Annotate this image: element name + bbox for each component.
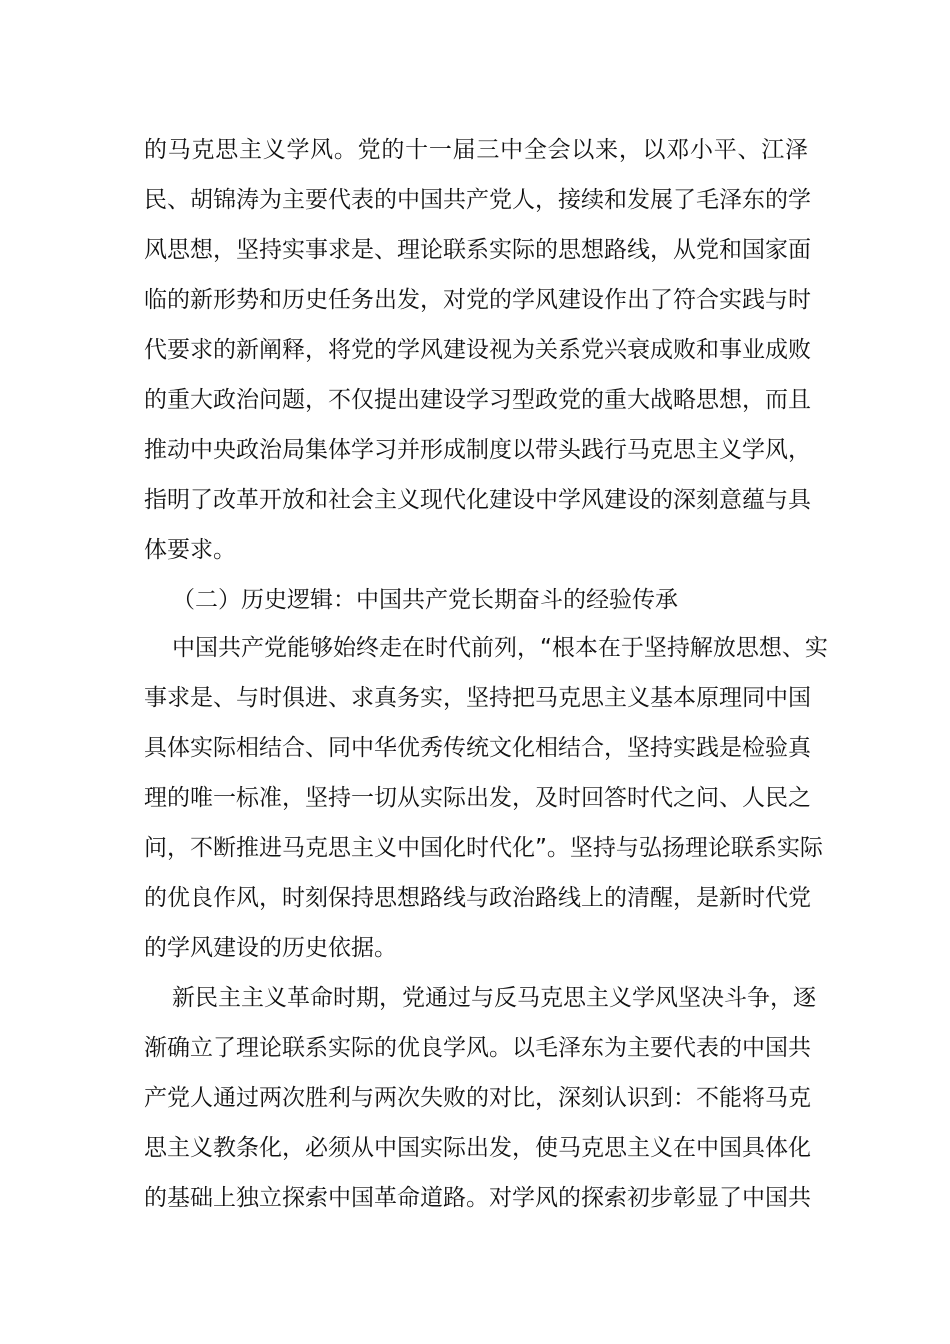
- paragraph-3-line-2: 渐确立了理论联系实际的优良学风。以毛泽东为主要代表的中国共: [144, 1035, 811, 1061]
- paragraph-2-line-7: 的学风建设的历史依据。: [144, 935, 397, 961]
- paragraph-3-line-3: 产党人通过两次胜利与两次失败的对比，深刻认识到：不能将马克: [144, 1085, 811, 1111]
- paragraph-1-line-5: 代要求的新阐释，将党的学风建设视为关系党兴衰成败和事业成败: [144, 337, 811, 363]
- paragraph-2-line-6: 的优良作风，时刻保持思想路线与政治路线上的清醒，是新时代党: [144, 885, 811, 911]
- paragraph-3-line-1: 新民主主义革命时期，党通过与反马克思主义学风坚决斗争，逐: [172, 985, 816, 1011]
- paragraph-3-line-4: 思主义教条化，必须从中国实际出发，使马克思主义在中国具体化: [144, 1135, 811, 1161]
- section-heading: （二）历史逻辑：中国共产党长期奋斗的经验传承: [172, 587, 678, 613]
- paragraph-2-line-3: 具体实际相结合、同中华优秀传统文化相结合，坚持实践是检验真: [144, 735, 811, 761]
- paragraph-1-line-2: 民、胡锦涛为主要代表的中国共产党人，接续和发展了毛泽东的学: [144, 187, 811, 213]
- paragraph-1-line-4: 临的新形势和历史任务出发，对党的学风建设作出了符合实践与时: [144, 287, 811, 313]
- paragraph-1-line-9: 体要求。: [144, 537, 236, 563]
- paragraph-2-line-5: 问，不断推进马克思主义中国化时代化”。坚持与弘扬理论联系实际: [144, 835, 823, 861]
- paragraph-2-line-2: 事求是、与时俱进、求真务实，坚持把马克思主义基本原理同中国: [144, 685, 811, 711]
- paragraph-1-line-6: 的重大政治问题，不仅提出建设学习型政党的重大战略思想，而且: [144, 387, 811, 413]
- paragraph-1-line-7: 推动中央政治局集体学习并形成制度以带头践行马克思主义学风，: [144, 437, 811, 463]
- paragraph-2-line-1: 中国共产党能够始终走在时代前列，“根本在于坚持解放思想、实: [172, 635, 828, 661]
- paragraph-2-line-4: 理的唯一标准，坚持一切从实际出发，及时回答时代之问、人民之: [144, 785, 811, 811]
- paragraph-1-line-8: 指明了改革开放和社会主义现代化建设中学风建设的深刻意蕴与具: [144, 487, 811, 513]
- paragraph-1-line-3: 风思想，坚持实事求是、理论联系实际的思想路线，从党和国家面: [144, 237, 811, 263]
- paragraph-1-line-1: 的马克思主义学风。党的十一届三中全会以来，以邓小平、江泽: [144, 137, 808, 163]
- paragraph-3-line-5: 的基础上独立探索中国革命道路。对学风的探索初步彰显了中国共: [144, 1185, 811, 1211]
